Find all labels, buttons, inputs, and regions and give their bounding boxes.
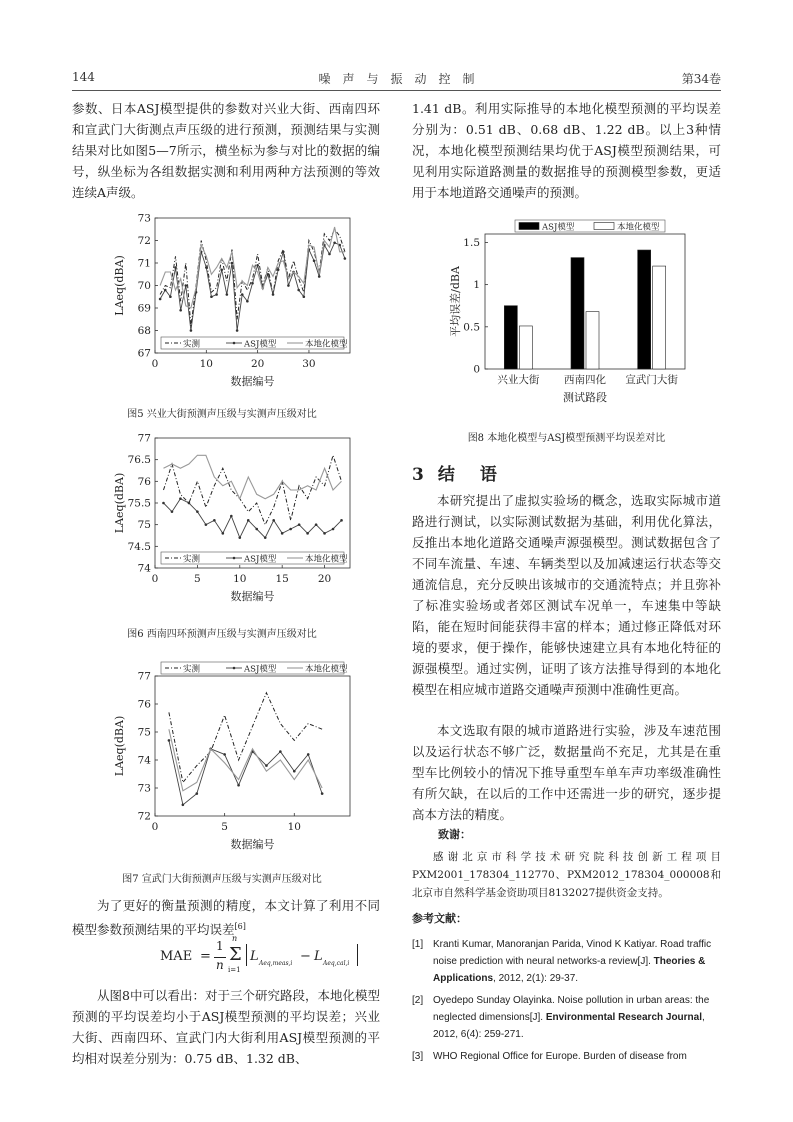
- x-tick-label: 20: [317, 573, 332, 585]
- data-point: [231, 262, 234, 265]
- reference-text: Kranti Kumar, Manoranjan Parida, Vinod K Katiyar. Road traffic noise prediction with neural networks-a review[J]. Theories & Applications, 2012, 2(1): 29-37.: [433, 939, 712, 984]
- acknowledgement-text: 感谢北京市科学技术研究院科技创新工程项目PXM2001_178304_112770、PXM2012_178304_000008和北京市自然科学基金资助项目8132027提供资金支持。: [412, 851, 721, 899]
- formula-lhs: MAE: [160, 949, 193, 964]
- data-point: [168, 739, 171, 742]
- data-point: [323, 532, 326, 535]
- conclusion-paragraph-1: 本研究提出了虚拟实验场的概念，选取实际城市道路进行测试，以实际测试数据为基础，利用优化算法，反推出本地化道路交通噪声源强模型。测试数据包含了不同车流量、车速、车辆类型以及加减速运行状态等交通流信息，充分反映出该城市的交通流特点；并且弥补了标准实验场或者郊区测试车况单一，车速集中等缺陷，能在短时间能获得丰富的样本；通过修正降低对环境的要求，便于操作，能够快速建立具有本地化特征的源强模型。通过实例，证明了该方法推导得到的本地化模型在相应城市道路交通噪声预测中准确性更高。: [412, 493, 721, 697]
- x-tick-label: 兴业大街: [497, 374, 540, 386]
- x-tick-label: 0: [151, 573, 159, 585]
- data-point: [293, 770, 296, 773]
- data-point: [328, 253, 331, 256]
- data-point: [237, 784, 240, 787]
- x-tick-label: 30: [302, 358, 316, 370]
- legend-swatch: [519, 223, 539, 230]
- y-tick-label: 0: [473, 363, 480, 376]
- section-heading: [412, 460, 501, 485]
- header-rule: [72, 90, 721, 91]
- mae-paragraph-text: 为了更好的衡量预测的精度，本文计算了利用不同模型参数预测结果的平均误差: [72, 898, 380, 938]
- y-tick-label: 72: [137, 810, 151, 823]
- x-tick-label: 宣武门大街: [625, 374, 678, 386]
- legend-label: 本地化模型: [305, 664, 348, 675]
- reference-item: [412, 992, 721, 1043]
- legend-label: ASJ模型: [244, 339, 277, 350]
- y-tick-label: 74: [137, 754, 151, 767]
- series-line-dashdot: [160, 229, 345, 326]
- data-point: [238, 536, 241, 539]
- formula-abs-close: [357, 944, 358, 966]
- x-tick-label: 10: [233, 573, 247, 585]
- data-point: [321, 792, 324, 795]
- data-point: [289, 528, 292, 531]
- legend-swatch: [594, 223, 614, 230]
- reference-number: [1]: [412, 939, 424, 950]
- formula-term1: L: [250, 949, 259, 964]
- fig5-caption: 图5 兴业大街预测声压级与实测声压级对比: [127, 409, 317, 420]
- y-tick-label: 1: [473, 279, 480, 292]
- y-tick-label: 72: [137, 235, 151, 247]
- x-axis-label: 测试路段: [563, 391, 607, 404]
- y-tick-label: 75: [137, 726, 151, 739]
- left-intro-paragraph: 参数、日本ASJ模型提供的参数对兴业大街、西南四环和宣武门大街测点声压级的进行预测，预测结果与实测结果对比如图5—7所示，横坐标为参与对比的数据的编号，纵坐标为各组数据实测和利用两种方法预测的等效连续A声级。: [72, 101, 380, 200]
- bar-asj: [571, 258, 584, 369]
- legend-label: 实测: [183, 339, 201, 350]
- bar-local: [586, 312, 599, 369]
- series-line-marker: [164, 499, 342, 538]
- y-tick-label: 76: [137, 698, 151, 711]
- data-point: [313, 259, 316, 262]
- series-line-dashdot: [164, 455, 342, 524]
- data-point: [215, 293, 218, 296]
- data-point: [264, 536, 267, 539]
- page-number: 144: [72, 70, 95, 84]
- series-line-solid: [164, 455, 342, 498]
- data-point: [171, 510, 174, 513]
- journal-name: 噪 声 与 振 动 控 制: [318, 72, 475, 86]
- series-line-solid: [169, 729, 322, 791]
- mae-citation: [6]: [234, 922, 246, 931]
- legend-marker: [233, 557, 236, 560]
- legend-label: ASJ模型: [542, 222, 575, 233]
- data-point: [315, 523, 318, 526]
- y-tick-label: 0.5: [463, 321, 480, 334]
- volume-label: 第34卷: [681, 72, 721, 86]
- data-point: [230, 515, 233, 518]
- fig6-caption: 图6 西南四环预测声压级与实测声压级对比: [127, 629, 317, 640]
- formula-term2: L: [314, 949, 323, 964]
- data-point: [220, 268, 223, 271]
- legend-label: 本地化模型: [617, 222, 660, 233]
- formula-sum-sign: Σ: [229, 944, 242, 965]
- data-point: [332, 528, 335, 531]
- x-tick-label: 15: [275, 573, 289, 585]
- legend-label: 本地化模型: [305, 339, 348, 350]
- legend-label: 本地化模型: [305, 554, 348, 565]
- data-point: [205, 523, 208, 526]
- data-point: [255, 528, 258, 531]
- data-point: [287, 284, 290, 287]
- data-point: [297, 289, 300, 292]
- reference-text: Oyedepo Sunday Olayinka. Noise pollution in urban areas: the neglected dimensions[J]. Environmental Research Journal, 2012, 6(4): 259-271.: [433, 995, 710, 1040]
- x-tick-label: 0: [151, 358, 159, 370]
- x-tick-label: 0: [151, 821, 159, 833]
- data-point: [169, 295, 172, 298]
- data-point: [298, 523, 301, 526]
- x-tick-label: 5: [221, 821, 228, 833]
- data-point: [179, 497, 182, 500]
- fig5-chart: [100, 208, 360, 408]
- acknowledgement-title: 致谢：: [438, 828, 471, 841]
- data-point: [277, 268, 280, 271]
- data-point: [282, 250, 285, 253]
- formula-minus: −: [300, 949, 311, 964]
- y-tick-label: 70: [137, 280, 151, 292]
- y-tick-label: 76: [137, 475, 151, 488]
- y-axis-label: LAeq(dBA): [113, 472, 126, 534]
- data-point: [236, 329, 239, 332]
- formula-denominator: n: [216, 958, 224, 972]
- data-point: [182, 804, 185, 807]
- reference-number: [3]: [412, 1051, 424, 1062]
- y-tick-label: 74: [137, 562, 151, 575]
- data-point: [307, 753, 310, 756]
- y-tick-label: 73: [137, 212, 151, 225]
- x-tick-label: 10: [287, 821, 301, 833]
- y-tick-label: 1.5: [463, 236, 480, 249]
- plot-frame: [155, 218, 350, 353]
- data-point: [303, 295, 306, 298]
- data-point: [195, 792, 198, 795]
- data-point: [241, 293, 244, 296]
- data-point: [162, 502, 165, 505]
- fig6-chart: [100, 428, 360, 618]
- y-tick-label: 75: [137, 519, 151, 532]
- reference-item: [412, 1048, 721, 1065]
- data-point: [159, 298, 162, 301]
- y-axis-label: LAeq(dBA): [113, 715, 126, 777]
- y-tick-label: 74.5: [127, 540, 151, 553]
- bar-local: [653, 266, 666, 369]
- series-line-solid: [160, 227, 345, 308]
- formula-term1-sub: Aeq,meas,i: [259, 960, 293, 967]
- legend-label: ASJ模型: [244, 664, 277, 675]
- data-point: [333, 241, 336, 244]
- data-point: [340, 519, 343, 522]
- reference-text: WHO Regional Office for Europe. Burden of disease from: [433, 1051, 687, 1062]
- formula-numerator: 1: [216, 939, 224, 953]
- data-point: [265, 764, 268, 767]
- fig7-caption: 图7 宣武门大街预测声压级与实测声压级对比: [122, 874, 322, 885]
- data-point: [226, 293, 229, 296]
- data-point: [318, 275, 321, 278]
- y-tick-label: 76.5: [127, 454, 151, 467]
- formula-term2-sub: Aeq,cal,i: [323, 960, 350, 967]
- formula-abs-open: [246, 944, 247, 966]
- bar-asj: [504, 306, 517, 369]
- legend-label: 实测: [183, 664, 201, 675]
- y-tick-label: 71: [137, 257, 151, 270]
- conclusion-paragraph-2: 本文选取有限的城市道路进行实验，涉及车速范围以及运行状态不够广泛，数据量尚不充足，尤其是在重型车比例较小的情况下推导重型车单车声功率级准确性有所欠缺，在以后的工作中还需进一步的研究，逐步提高本方法的精度。: [412, 723, 721, 822]
- y-axis-label: 平均误差/dBA: [449, 266, 462, 337]
- data-point: [196, 510, 199, 513]
- y-tick-label: 69: [137, 302, 151, 315]
- x-axis-label: 数据编号: [230, 590, 275, 603]
- x-axis-label: 数据编号: [230, 838, 275, 851]
- mae-paragraph: [72, 895, 380, 940]
- references-title: 参考文献：: [412, 912, 467, 925]
- data-point: [344, 257, 347, 260]
- fig8-caption: 图8 本地化模型与ASJ模型预测平均误差对比: [467, 433, 666, 444]
- mae-formula: [160, 934, 360, 980]
- bar-local: [519, 326, 532, 369]
- x-tick-label: 5: [194, 573, 201, 585]
- plot-frame: [155, 676, 350, 816]
- section-number: 3: [412, 465, 428, 485]
- x-tick-label: 10: [199, 358, 214, 370]
- right-intro-paragraph: 1.41 dB。利用实际推导的本地化模型预测的平均误差分别为：0.51 dB、0.68 dB、1.22 dB。以上3种情况，本地化模型预测结果均优于ASJ模型预测结果，可见利用实际道路测量的数据推导的预测模型参数，更适用于本地道路交通噪声的预测。: [412, 101, 721, 200]
- data-point: [272, 293, 275, 296]
- data-point: [188, 502, 191, 505]
- data-point: [247, 519, 250, 522]
- x-tick-label: 20: [250, 358, 265, 370]
- x-axis-label: 数据编号: [230, 375, 275, 388]
- data-point: [205, 266, 208, 269]
- y-tick-label: 67: [137, 347, 151, 360]
- y-tick-label: 77: [137, 432, 151, 445]
- formula-equals: =: [200, 949, 211, 964]
- formula-sum-lower: i=1: [228, 966, 241, 974]
- bar-asj: [638, 250, 651, 369]
- data-point: [184, 284, 187, 287]
- fig8-chart: [440, 212, 700, 417]
- data-point: [213, 519, 216, 522]
- y-tick-label: 73: [137, 782, 151, 795]
- data-point: [222, 532, 225, 535]
- fig7-chart: [100, 652, 360, 862]
- reference-number: [2]: [412, 995, 424, 1006]
- section-title: 结 语: [437, 465, 501, 485]
- data-point: [281, 532, 284, 535]
- data-point: [279, 750, 282, 753]
- plot-frame: [155, 438, 350, 568]
- data-point: [256, 264, 259, 267]
- legend-marker: [233, 667, 236, 670]
- reference-item: [412, 936, 721, 987]
- legend-label: ASJ模型: [244, 554, 277, 565]
- data-point: [246, 300, 249, 303]
- y-tick-label: 68: [137, 325, 151, 337]
- data-point: [251, 282, 254, 285]
- data-point: [174, 266, 177, 269]
- formula-sum-upper: n: [232, 934, 238, 943]
- legend-label: 实测: [183, 554, 201, 565]
- data-point: [210, 295, 213, 298]
- fig8-discussion-paragraph: 从图8中可以看出：对于三个研究路段，本地化模型预测的平均误差均小于ASJ模型预测的平均误差；兴业大街、西南四环、宣武门内大街利用ASJ模型预测的平均相对误差分别为：0.75 dB、1.32 dB、: [72, 988, 380, 1066]
- data-point: [164, 289, 167, 292]
- legend-marker: [233, 342, 236, 345]
- y-tick-label: 75.5: [127, 497, 151, 510]
- data-point: [306, 532, 309, 535]
- data-point: [190, 329, 193, 332]
- data-point: [272, 519, 275, 522]
- y-tick-label: 77: [137, 670, 151, 683]
- data-point: [223, 753, 226, 756]
- y-axis-label: LAeq(dBA): [113, 255, 126, 316]
- x-tick-label: 西南四化: [564, 374, 606, 386]
- data-point: [179, 309, 182, 312]
